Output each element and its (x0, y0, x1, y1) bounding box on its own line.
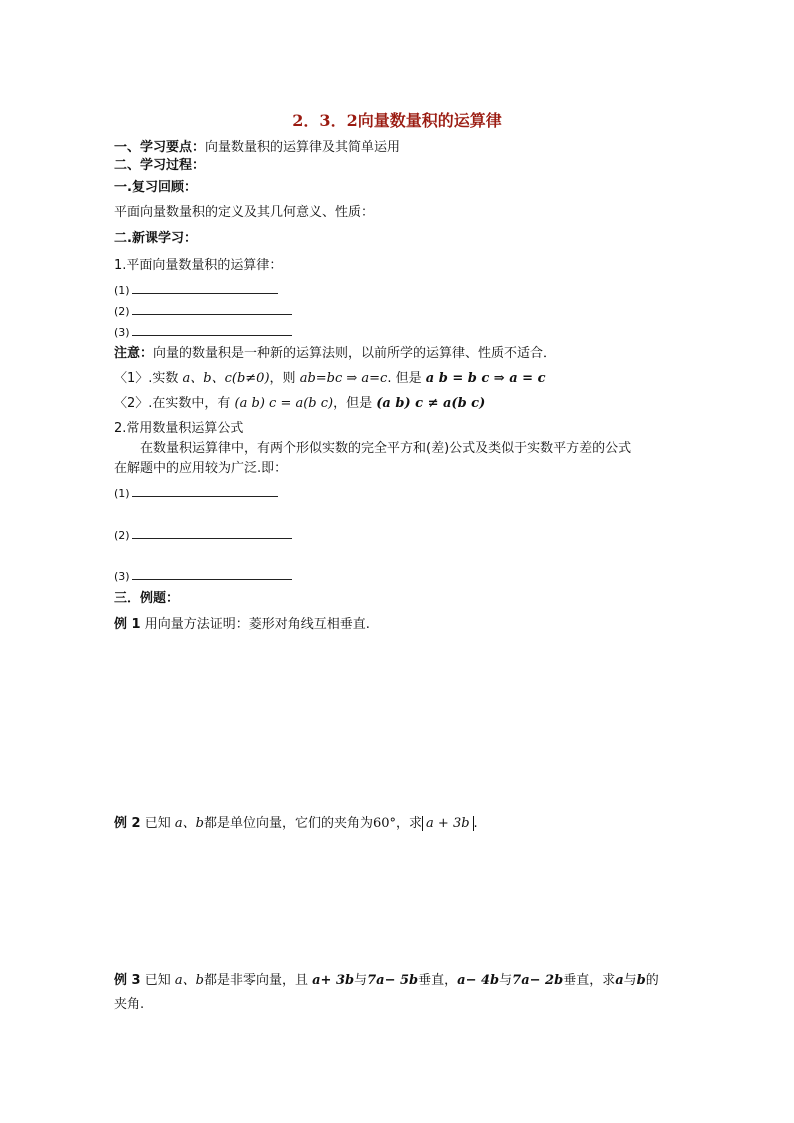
note-label: 注意： (114, 346, 154, 361)
review-heading: 一.复习回顾： (114, 180, 197, 195)
note-text: 向量的数量积是一种新的运算法则，以前所学的运算律、性质不适合． (153, 346, 557, 361)
formula-blank-1[interactable]: (1) (114, 484, 278, 502)
real-vars: a、b、c(b≠0) (182, 371, 270, 386)
example-1: 例 1 用向量方法证明：菱形对角线互相垂直. (114, 617, 370, 632)
section-process: 二、学习过程： (114, 158, 206, 173)
example-3-line-2: 夹角. (114, 997, 145, 1012)
section-key-points (114, 140, 400, 156)
blank-line-1[interactable]: (1) (114, 281, 278, 299)
real-implication: ab=bc ⇒ a=c (299, 371, 388, 386)
example-3: 例 3 已知 a、b都是非零向量，且 a+ 3b与7a− 5b垂直，a− 4b与7a− 2b垂直，求a与b的 (114, 973, 659, 988)
examples-heading: 三．例题： (114, 591, 180, 606)
formula-desc-1: 在数量积运算律中，有两个形似实数的完全平方和(差)公式及类似于实数平方差的公式 (140, 441, 632, 456)
section-label: 一、学习要点： (114, 140, 206, 155)
item-2-heading: 2.常用数量积运算公式 (114, 421, 244, 436)
note-point-1: 〈1〉.实数 a、b、c(b≠0)，则 ab=bc ⇒ a=c. 但是 a b = b c ⇒ a = c (114, 371, 546, 386)
angle-value: 60° (372, 816, 397, 831)
note-point-2: 〈2〉.在实数中，有 (a b) c = a(b c)，但是 (a b) c ≠ a(b c) (114, 396, 486, 411)
formula-desc-2: 在解题中的应用较为广泛.即： (114, 461, 288, 476)
blank-line-3[interactable]: (3) (114, 323, 292, 341)
example-label: 例 1 (114, 617, 141, 632)
vector-non-assoc: (a b) c ≠ a(b c) (376, 396, 486, 411)
formula-blank-2[interactable]: (2) (114, 526, 292, 544)
magnitude-expression: a + 3b (422, 816, 474, 831)
example-label: 例 3 (114, 973, 141, 988)
newlearn-heading: 二.新课学习： (114, 231, 197, 246)
item-1-heading: 1.平面向量数量积的运算律： (114, 258, 283, 273)
example-label: 例 2 (114, 816, 141, 831)
real-assoc: (a b) c = a(b c) (234, 396, 334, 411)
blank-line-2[interactable]: (2) (114, 302, 292, 320)
note-line (114, 346, 556, 362)
vector-implication: a b = b c ⇒ a = c (425, 371, 546, 386)
review-text: 平面向量数量积的定义及其几何意义、性质： (114, 205, 375, 220)
section-text: 向量数量积的运算律及其简单运用 (205, 140, 401, 155)
page-title: 2．3．2向量数量积的运算律 (292, 111, 502, 130)
example-2: 例 2 已知 a、b都是单位向量，它们的夹角为60°，求 a + 3b . (114, 816, 478, 831)
formula-blank-3[interactable]: (3) (114, 567, 292, 585)
